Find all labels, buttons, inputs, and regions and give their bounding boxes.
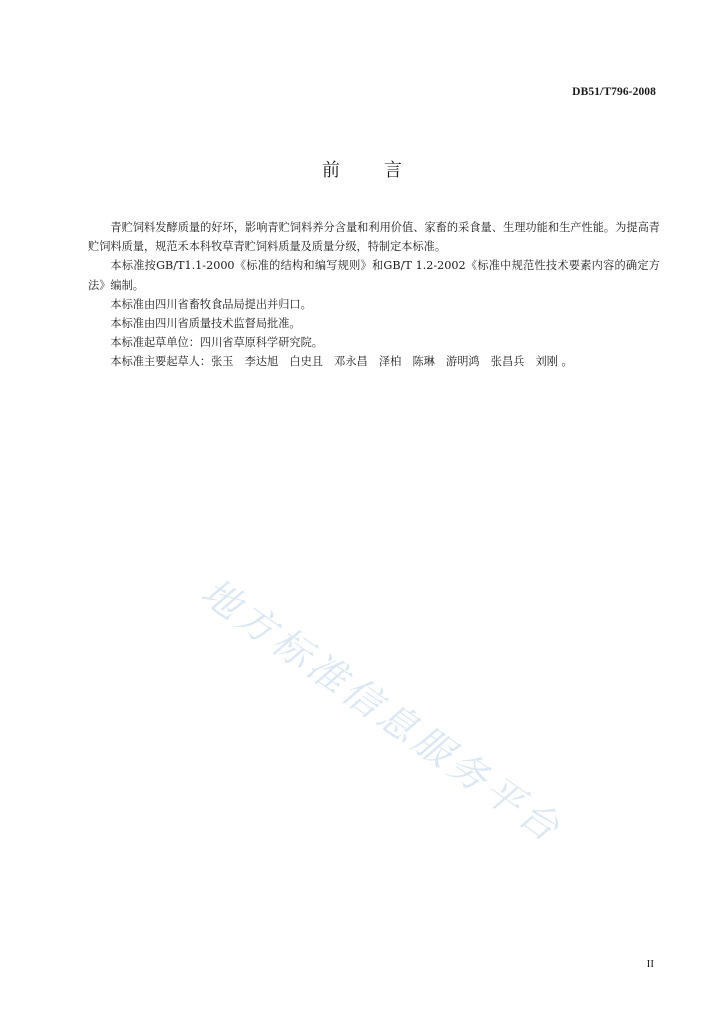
page-title: 前言 [322,160,446,181]
watermark-text: 地方标准信息服务平台 [193,569,571,853]
page-number: II [646,958,654,970]
foreword-body [88,218,660,372]
paragraph-intro: 青贮饲料发酵质量的好坏，影响青贮饲料养分含量和利用价值、家畜的采食量、生理功能和生产性能。为提高青贮饲料质量，规范禾本科牧草青贮饲料质量及质量分级，特制定本标准。 [88,221,660,254]
document-code: DB51/T796-2008 [572,86,656,98]
paragraph-drafters: 本标准主要起草人：张玉 李达旭 白史且 邓永昌 泽柏 陈琳 游明鸿 张昌兵 刘刚 。 [110,355,573,369]
paragraph-standards-basis: 本标准按GB/T1.1-2000《标准的结构和编写规则》和GB/T 1.2-2002《标准中规范性技术要素内容的确定方法》编制。 [88,259,660,292]
paragraph-approver: 本标准由四川省质量技术监督局批准。 [110,317,301,331]
paragraph-drafting-unit: 本标准起草单位：四川省草原科学研究院。 [110,336,323,350]
paragraph-proposer: 本标准由四川省畜牧食品局提出并归口。 [110,297,312,311]
